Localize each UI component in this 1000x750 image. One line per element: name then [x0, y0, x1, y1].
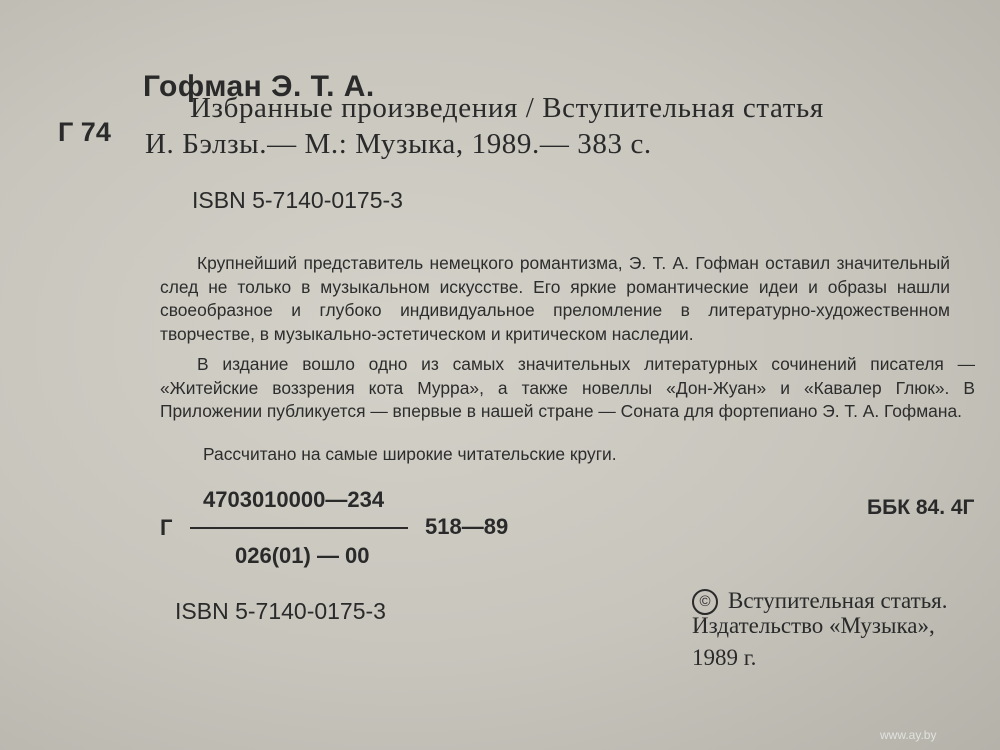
fraction-divider [190, 527, 408, 529]
isbn-top: ISBN 5-7140-0175-3 [192, 187, 403, 213]
watermark: www.ay.by [880, 728, 937, 742]
title-line-1: Избранные произведения / Вступительная статья [190, 92, 824, 124]
annotation-paragraph-3: Рассчитано на самые широкие читательские круги. [203, 444, 617, 464]
title-line-2: И. Бэлзы.— М.: Музыка, 1989.— 383 с. [145, 128, 652, 160]
formula-right: 518—89 [425, 514, 509, 539]
author-name: Гофман Э. Т. А. [143, 70, 375, 103]
isbn-bottom: ISBN 5-7140-0175-3 [175, 598, 386, 624]
copyright-line-1 [692, 588, 948, 615]
formula-denominator: 026(01) — 00 [235, 543, 370, 568]
bbk-code: ББК 84. 4Г [867, 496, 975, 519]
formula-letter: Г [160, 515, 173, 540]
annotation-paragraph-2: В издание вошло одно из самых значительных литературных сочинений писателя — «Житейские воззрения кота Мурра», а также новеллы «Дон-Жуан» и «Кавалер Глюк». В Приложении публикуется — впервые в нашей стране — Соната для фортепиано Э. Т. А. Гофмана. [160, 354, 975, 421]
copyright-line-3: 1989 г. [692, 645, 757, 670]
catalog-code: Г 74 [58, 117, 111, 147]
copyright-icon: © [692, 589, 718, 615]
annotation-paragraph-1: Крупнейший представитель немецкого романтизма, Э. Т. А. Гофман оставил значительный след не только в музыкальном искусстве. Его яркие романтические идеи и образы нашли своеобразное и глубоко индивидуальное преломление в литературно-художественном творчестве, в музыкально-эстетическом и критическом наследии. [160, 253, 950, 344]
copyright-text-1: Вступительная статья. [728, 588, 948, 613]
copyright-line-2: Издательство «Музыка», [692, 613, 935, 638]
formula-numerator: 4703010000—234 [203, 487, 385, 512]
